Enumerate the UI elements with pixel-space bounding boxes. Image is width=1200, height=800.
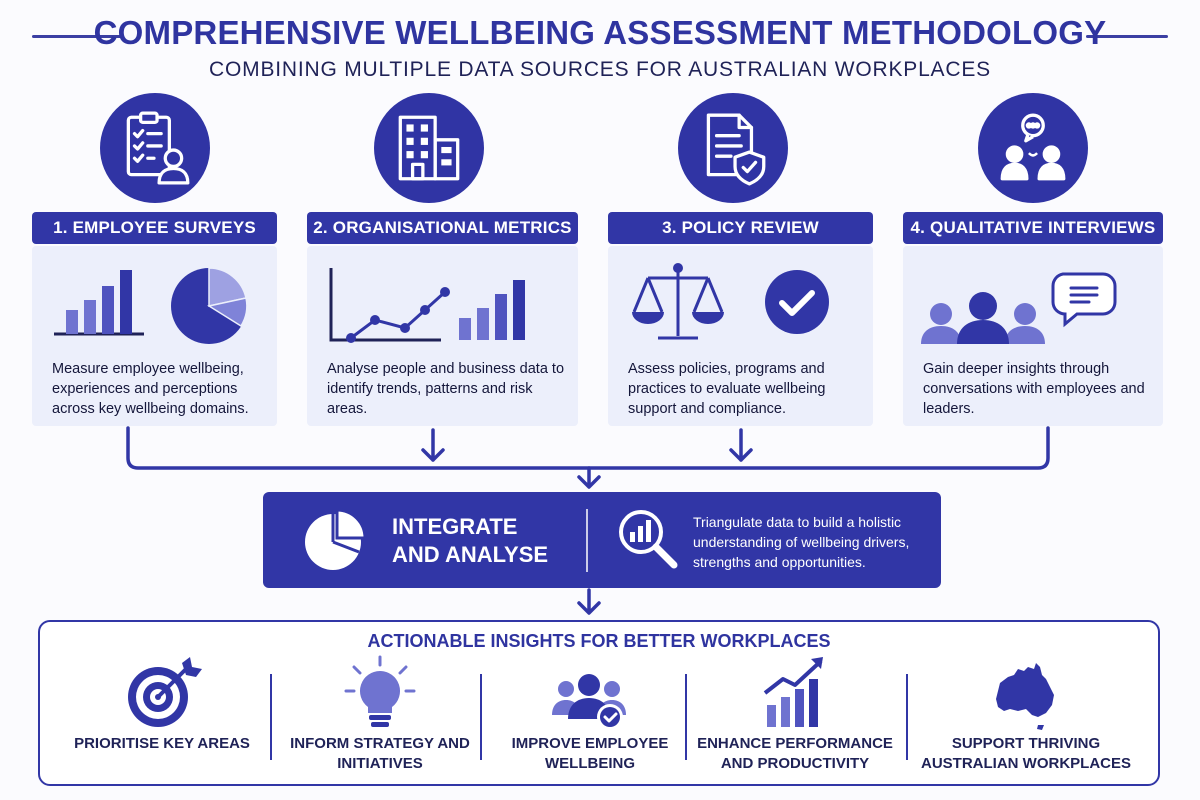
- card-qualitative-interviews: [903, 246, 1163, 426]
- insight-improve-wellbeing: [480, 648, 700, 778]
- card-text: Gain deeper insights through conversations with employees and leaders.: [923, 361, 1145, 417]
- card-policy-review: [608, 246, 873, 426]
- insights-panel: [38, 620, 1160, 786]
- integrate-description: Triangulate data to build a holistic understanding of wellbeing drivers, strengths and opportunities.: [693, 514, 910, 570]
- banner-employee-surveys: 1. EMPLOYEE SURVEYS: [32, 212, 277, 244]
- survey-charts-icon: [32, 262, 277, 346]
- clipboard-person-icon: [100, 93, 210, 203]
- buildings-icon: [374, 93, 484, 203]
- card-text: Analyse people and business data to identify trends, patterns and risk areas.: [327, 361, 565, 417]
- growth-chart-icon: [755, 653, 835, 733]
- trend-charts-icon: [307, 262, 578, 346]
- australia-map-icon: [986, 653, 1066, 733]
- insight-support-workplaces: [916, 648, 1136, 778]
- page-title: COMPREHENSIVE WELLBEING ASSESSMENT METHODOLOGY: [93, 14, 1107, 51]
- card-employee-surveys: [32, 246, 277, 426]
- integrate-analyse-panel: [263, 492, 941, 588]
- insights-heading: ACTIONABLE INSIGHTS FOR BETTER WORKPLACES: [367, 631, 831, 651]
- insight-enhance-performance: [685, 648, 905, 778]
- integrate-divider: [586, 509, 588, 572]
- group-check-icon: [550, 653, 630, 733]
- card-text: Measure employee wellbeing, experiences and perceptions across key wellbeing domains.: [52, 361, 249, 417]
- card-text: Assess policies, programs and practices to evaluate wellbeing support and compliance.: [628, 361, 826, 417]
- insight-label: IMPROVE EMPLOYEE WELLBEING: [511, 735, 669, 772]
- card-organisational-metrics: [307, 246, 578, 426]
- document-shield-icon: [678, 93, 788, 203]
- lightbulb-icon: [340, 653, 420, 733]
- insight-inform-strategy: [270, 648, 490, 778]
- banner-qualitative-interviews: 4. QUALITATIVE INTERVIEWS: [903, 212, 1163, 244]
- insight-label: PRIORITISE KEY AREAS: [74, 735, 250, 752]
- people-speech-icon: [978, 93, 1088, 203]
- insight-label: INFORM STRATEGY AND INITIATIVES: [290, 735, 470, 772]
- insight-divider: [906, 674, 908, 760]
- insight-label: ENHANCE PERFORMANCE AND PRODUCTIVITY: [697, 735, 893, 772]
- target-icon: [122, 653, 202, 733]
- pie-chart-icon: [301, 506, 369, 574]
- magnifier-chart-icon: [615, 506, 681, 572]
- insight-prioritise: [52, 648, 272, 778]
- scales-check-icon: [608, 262, 873, 346]
- banner-policy-review: 3. POLICY REVIEW: [608, 212, 873, 244]
- people-chat-icon: [903, 262, 1163, 346]
- page-subtitle: COMBINING MULTIPLE DATA SOURCES FOR AUSTRALIAN WORKPLACES: [209, 58, 991, 81]
- banner-organisational-metrics: 2. ORGANISATIONAL METRICS: [307, 212, 578, 244]
- insight-label: SUPPORT THRIVING AUSTRALIAN WORKPLACES: [921, 735, 1131, 772]
- integrate-title: INTEGRATE AND ANALYSE: [392, 514, 549, 567]
